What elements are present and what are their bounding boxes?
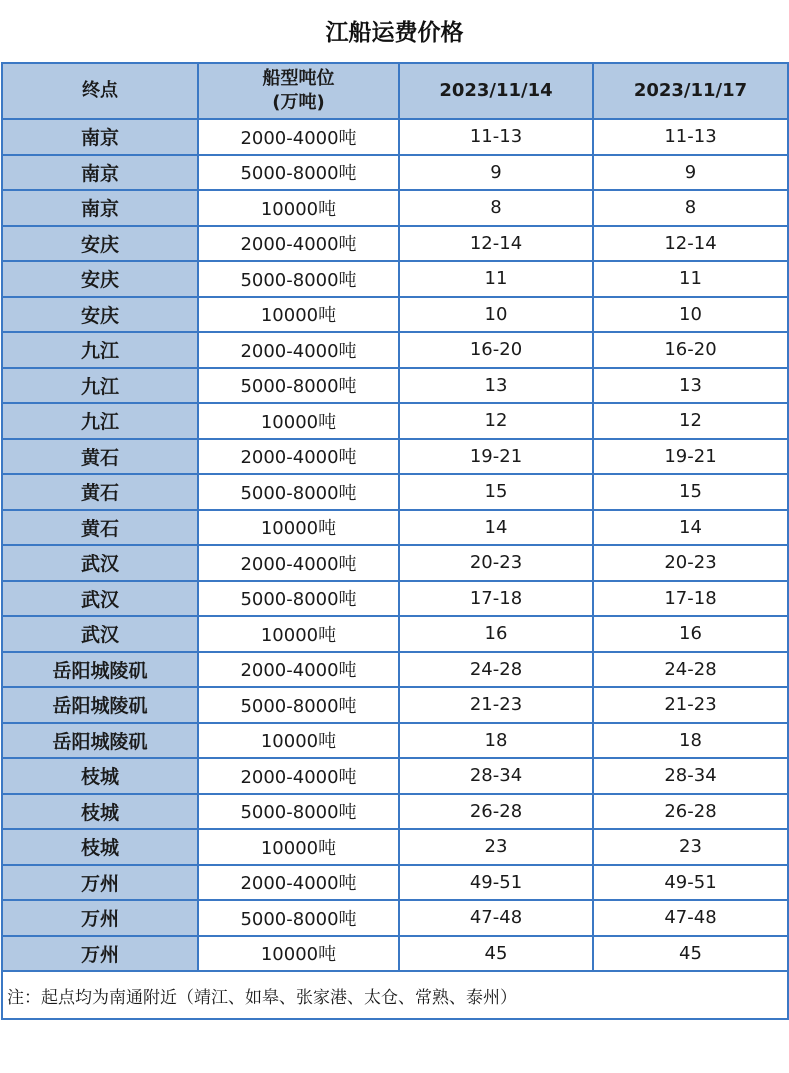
price-date-1-cell: 11-13 <box>399 119 593 155</box>
table-row <box>2 261 788 297</box>
header-date-2: 2023/11/17 <box>593 63 788 119</box>
table-row <box>2 368 788 404</box>
destination-cell: 黄石 <box>2 510 198 546</box>
table-row <box>2 652 788 688</box>
tonnage-cell: 10000吨 <box>198 616 399 652</box>
destination-cell: 万州 <box>2 865 198 901</box>
price-date-1-cell: 16-20 <box>399 332 593 368</box>
destination-cell: 九江 <box>2 368 198 404</box>
price-date-2-cell: 23 <box>593 829 788 865</box>
destination-cell: 安庆 <box>2 226 198 262</box>
tonnage-cell: 5000-8000吨 <box>198 155 399 191</box>
price-date-1-cell: 19-21 <box>399 439 593 475</box>
destination-cell: 黄石 <box>2 474 198 510</box>
price-date-1-cell: 11 <box>399 261 593 297</box>
price-date-2-cell: 19-21 <box>593 439 788 475</box>
destination-cell: 岳阳城陵矶 <box>2 687 198 723</box>
price-date-1-cell: 47-48 <box>399 900 593 936</box>
price-date-1-cell: 20-23 <box>399 545 593 581</box>
header-destination: 终点 <box>2 63 198 119</box>
destination-cell: 武汉 <box>2 616 198 652</box>
price-date-2-cell: 11-13 <box>593 119 788 155</box>
price-date-1-cell: 18 <box>399 723 593 759</box>
price-date-2-cell: 24-28 <box>593 652 788 688</box>
price-date-1-cell: 8 <box>399 190 593 226</box>
tonnage-cell: 2000-4000吨 <box>198 226 399 262</box>
table-row <box>2 794 788 830</box>
price-date-2-cell: 45 <box>593 936 788 972</box>
tonnage-cell: 10000吨 <box>198 510 399 546</box>
destination-cell: 枝城 <box>2 829 198 865</box>
price-date-1-cell: 17-18 <box>399 581 593 617</box>
destination-cell: 岳阳城陵矶 <box>2 723 198 759</box>
header-tonnage <box>198 63 399 119</box>
destination-cell: 枝城 <box>2 758 198 794</box>
tonnage-cell: 5000-8000吨 <box>198 581 399 617</box>
price-date-2-cell: 47-48 <box>593 900 788 936</box>
price-date-2-cell: 49-51 <box>593 865 788 901</box>
price-date-2-cell: 26-28 <box>593 794 788 830</box>
price-date-1-cell: 14 <box>399 510 593 546</box>
tonnage-cell: 2000-4000吨 <box>198 758 399 794</box>
tonnage-cell: 10000吨 <box>198 723 399 759</box>
tonnage-cell: 5000-8000吨 <box>198 794 399 830</box>
destination-cell: 万州 <box>2 900 198 936</box>
price-date-1-cell: 9 <box>399 155 593 191</box>
price-date-2-cell: 10 <box>593 297 788 333</box>
note-row <box>2 971 788 1019</box>
tonnage-cell: 5000-8000吨 <box>198 261 399 297</box>
destination-cell: 九江 <box>2 403 198 439</box>
price-date-2-cell: 18 <box>593 723 788 759</box>
table-row <box>2 900 788 936</box>
price-date-1-cell: 12-14 <box>399 226 593 262</box>
header-tonnage-line1: 船型吨位 <box>262 68 335 89</box>
table-row <box>2 155 788 191</box>
table-row <box>2 687 788 723</box>
price-date-1-cell: 15 <box>399 474 593 510</box>
tonnage-cell: 10000吨 <box>198 829 399 865</box>
destination-cell: 南京 <box>2 155 198 191</box>
tonnage-cell: 2000-4000吨 <box>198 652 399 688</box>
page-title: 江船运费价格 <box>325 20 464 46</box>
price-date-2-cell: 28-34 <box>593 758 788 794</box>
destination-cell: 万州 <box>2 936 198 972</box>
price-date-2-cell: 16 <box>593 616 788 652</box>
table-row <box>2 297 788 333</box>
header-row <box>2 63 788 119</box>
price-date-2-cell: 16-20 <box>593 332 788 368</box>
tonnage-cell: 2000-4000吨 <box>198 439 399 475</box>
table-body <box>2 119 788 971</box>
price-date-2-cell: 17-18 <box>593 581 788 617</box>
destination-cell: 安庆 <box>2 261 198 297</box>
price-date-2-cell: 14 <box>593 510 788 546</box>
table-row <box>2 865 788 901</box>
destination-cell: 武汉 <box>2 545 198 581</box>
table-row <box>2 829 788 865</box>
price-date-1-cell: 26-28 <box>399 794 593 830</box>
price-date-1-cell: 23 <box>399 829 593 865</box>
price-date-2-cell: 15 <box>593 474 788 510</box>
destination-cell: 武汉 <box>2 581 198 617</box>
table-row <box>2 119 788 155</box>
table-header <box>2 63 788 119</box>
price-date-1-cell: 45 <box>399 936 593 972</box>
price-date-1-cell: 10 <box>399 297 593 333</box>
destination-cell: 岳阳城陵矶 <box>2 652 198 688</box>
tonnage-cell: 10000吨 <box>198 403 399 439</box>
tonnage-cell: 10000吨 <box>198 190 399 226</box>
price-date-2-cell: 13 <box>593 368 788 404</box>
footnote: 注：起点均为南通附近（靖江、如皋、张家港、太仓、常熟、泰州） <box>2 971 788 1019</box>
header-tonnage-line2: (万吨) <box>272 92 325 113</box>
table-row <box>2 226 788 262</box>
header-date-1: 2023/11/14 <box>399 63 593 119</box>
price-date-2-cell: 20-23 <box>593 545 788 581</box>
destination-cell: 九江 <box>2 332 198 368</box>
price-date-1-cell: 21-23 <box>399 687 593 723</box>
table-row <box>2 510 788 546</box>
price-date-1-cell: 12 <box>399 403 593 439</box>
table-row <box>2 936 788 972</box>
table-row <box>2 403 788 439</box>
table-row <box>2 723 788 759</box>
price-date-1-cell: 13 <box>399 368 593 404</box>
table-row <box>2 616 788 652</box>
tonnage-cell: 2000-4000吨 <box>198 545 399 581</box>
tonnage-cell: 5000-8000吨 <box>198 474 399 510</box>
destination-cell: 南京 <box>2 190 198 226</box>
tonnage-cell: 2000-4000吨 <box>198 332 399 368</box>
price-date-2-cell: 21-23 <box>593 687 788 723</box>
price-date-1-cell: 28-34 <box>399 758 593 794</box>
table-row <box>2 474 788 510</box>
tonnage-cell: 5000-8000吨 <box>198 368 399 404</box>
table-row <box>2 332 788 368</box>
freight-price-table <box>1 62 789 1020</box>
tonnage-cell: 5000-8000吨 <box>198 900 399 936</box>
destination-cell: 安庆 <box>2 297 198 333</box>
tonnage-cell: 5000-8000吨 <box>198 687 399 723</box>
price-date-2-cell: 12-14 <box>593 226 788 262</box>
price-date-1-cell: 49-51 <box>399 865 593 901</box>
price-date-2-cell: 12 <box>593 403 788 439</box>
price-date-2-cell: 11 <box>593 261 788 297</box>
price-date-2-cell: 8 <box>593 190 788 226</box>
tonnage-cell: 10000吨 <box>198 936 399 972</box>
tonnage-cell: 10000吨 <box>198 297 399 333</box>
table-row <box>2 545 788 581</box>
tonnage-cell: 2000-4000吨 <box>198 865 399 901</box>
destination-cell: 南京 <box>2 119 198 155</box>
destination-cell: 枝城 <box>2 794 198 830</box>
price-date-1-cell: 24-28 <box>399 652 593 688</box>
tonnage-cell: 2000-4000吨 <box>198 119 399 155</box>
table-row <box>2 758 788 794</box>
destination-cell: 黄石 <box>2 439 198 475</box>
price-date-2-cell: 9 <box>593 155 788 191</box>
table-row <box>2 581 788 617</box>
table-row <box>2 190 788 226</box>
price-date-1-cell: 16 <box>399 616 593 652</box>
table-row <box>2 439 788 475</box>
